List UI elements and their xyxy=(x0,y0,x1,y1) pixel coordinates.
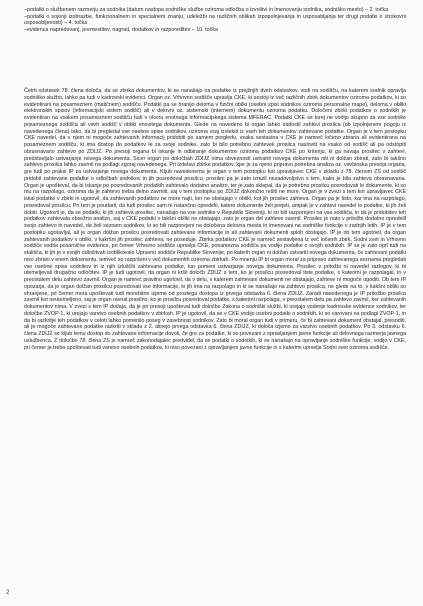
list-item: –podatki o sojenji izobrazbe, funkcionalnem in specialnem znanju, udeležbi na različnih oblikah izpopolnjevanja in usposabljanja ter drugi podatki o strokovni usposobljenosti) – 4. točka xyxy=(24,13,406,27)
paragraph-text: Četrti odstavek 78. člena določa, da se zbirka dokumentov, ki se nanašajo na podatke iz prejšnjih dveh odstavkov, vodi na sodišču, na katerem sodnik opravlja sodniško službo, lahko pa tudi v kadrovski evidenci. Organ oz. Vrhovno sodišče upravlja CKE, ki sestoji iz več različnih zbirk dokumentov oziroma podatkov, ki so evidentirani na posameznem (matičnem) sodišču. Podatki pa se hranijo deloma v fizični obliki (osebni spisi sodnikov oziroma personalne mape), deloma v obliki elektronskih spisov (informacijski sistem sodišč) ali v delovni oz. sistemski (internem) dokumentu oziroma podatku. Določeni zbirki podatkov o sodnikih je evidentiran na vsakem posameznem sodišču tudi v okviru enotnega informacijskega sistema MFERAC. Podatki CKE se torej ne vodijo skupno za vse sodnike posameznega sodišča ali vseh sodišč v obliki enovitega dokumenta. Glede na navedeno bi organ lahko zadostil zahtevi prosilca (ob izpolnjenem pogoju iz navedenega člena) tako, da bi pregledal vse osebne spise sodnikov, oziroma vsaj izvlekel iz vseh teh dokumentov zahtevane podatke. Organ je v tem postopku CKE navedel, da v njem ni mogoče zahtevanih informacij pridobiti po samem pregledu, vsaka sestavina v CKE je namreč ločeno zbrana ali evidentirana na posameznem sodišču, ki ima dostop do podatkov le za svoje sodnike, zato bi bilo potrebno zahtevek prosilca nasloviti na vsako od sodišč ali pa odstopiti obravnavano zahtevo po ZDIJZ. Po presoji organa bi iskanje in odbiranje dokumentov oziroma podatkov CKE po kriteriju, ki ga navaja prosilec v zahtevi, predstavljalo ustvarjanje novega dokumenta. Sicer organ po določbah ZDIJZ nima obveznosti ustvariti novega dokumenta niti ni dolžan zbirati, zato bi takšno zahtevo prosilca lahko zavrnil na podlagi zgoraj navedenega. Pri izdelavi zbirke podatkov, kjer je za njeno pripravo potrebna analiza oz. vsebinska presoja organa, gre tudi po praksi IP za ustvarjanje novega dokumenta. Kljub navedenemu je organ v tem postopku kot upravljavec CKE v skladu z 78. členom ZS od sodišč pridobil zahtevane podatke o odločbah sodnikov in jih posredoval prosilcu, prosilec pa je zato izrazil nezadovoljstvo s tem, kako je bila zahteva obravnavana. Organ je upošteval, da bi iskanje po posredovanih podatkih zahtevalo dodatno analizo, ter je zato sklepal, da je potrebno prosilcu posredovati le dokumente, ki so mu na razpolago, oziroma da je zahtevo treba delno zavrniti, saj v tem postopku po ZDIJZ dokončno rešiti ne more. Organ je v zvezi s tem kot upravljavec CKE iskal podatke v zbirki in ugotovil, da zahtevanih podatkov ne more najti, ker ne obstajajo v obliki, kot jih prosilec zahteva. Organ pa je tisto, kar ima na razpolago, posredoval prosilcu. Pri tem je poudaril, da tudi prosilec sam ni natančno opredelil, katere dokumente želi prejeti, ampak je v zahtevi navedel le podatke, ki jih želi dobiti. Ugotovil je, da se podatki, ki jih zahteva prosilec, nanašajo na vse sodnike v Republiki Sloveniji, ki so bili razporejeni na vsa sodišča, in da je pridobitev teh podatkov zahtevala obsežno analizo, saj v CKE podatki v takšni obliki ne obstajajo, zato je organ del zahteve zavrnil. Prosilec je nato v pritožbi dodatno opredelil svojo zahtevo in navedel, da želi seznam sodnikov, ki so bili razporejeni na določena delovna mesta in imenovani na sodniške funkcije v zadnjih letih. IP je v tem postopku ugotavljal, ali je organ dolžan prosilcu posredovati zahtevane informacije in ali zahtevani dokumenti sploh obstajajo. IP je ob tem ugotovil, da organ zahtevanih podatkov v obliki, v kakršni jih prosilec zahteva, ne poseduje. Zbirka podatkov CKE je namreč sestavljena iz več ločenih zbirk. Sodni svet in Vrhovno sodišče vodita posamične evidence, pri čemer Vrhovno sodišče upravlja CKE, posamezna sodišča pa vodijo podatke o svojih sodnikih. IP se je zato oprl tudi na stališča, ki jih je v svojih odločitvah izoblikovalo Upravno sodišče Republike Slovenije, po katerih organ ni dolžan ustvariti novega dokumenta, če zahtevani podatki niso zbrani v enem dokumentu, temveč so razpršeni v več dokumentih oziroma zbirkah. Po mnenju IP bi organ moral za pripravo zahtevanega seznama pregledati vse osebne spise sodnikov in iz njih izluščiti zahtevane podatke, kar pomeni ustvarjanje novega dokumenta. Prosilec v pritožbi ni navedel razlogov, ki bi utemeljevali drugačno odločitev. IP je tudi ugotovil, da organ ni kršil določb ZDIJZ s tem, ko je prosilcu posredoval tiste podatke, s katerimi je razpolagal, in v preostalem delu zahtevo zavrnil. Organ je namreč pravilno ugotovil, da v delu, v katerem zahtevani dokumenti ne obstajajo, zahteve ni mogoče ugoditi. Ob tem IP opozarja, da je organ dolžan prosilcu posredovati vse informacije, ki jih ima na razpolago in ki se nanašajo na zahtevo prosilca, ne glede na to, v kakšni obliki so shranjene, pri čemer mora upoštevati tudi morebitne izjeme od prostega dostopa iz prvega odstavka 6. člena ZDIJZ. Zaradi navedenega je IP pritožbo prosilca zavrnil kot neutemeljeno, saj je organ ravnal pravilno, ko je prosilcu posredoval podatke, s katerimi razpolaga, v preostalem delu pa zahtevo zavrnil, ker zahtevanih dokumentov nima. V zvezi s tem IP dodaja, da je pri presoji upošteval tudi določbe Zakona o sodniški službi, ki urejajo vodenje kadrovske evidence sodnikov, ter določbe ZVOP-1, ki urejajo varstvo osebnih podatkov v zbirkah. IP je ugotovil, da se v CKE vodijo osebni podatki o sodnikih, ki so varovani na podlagi ZVOP-1, in da bi razkritje teh podatkov v celoti lahko pomenilo poseg v zasebnost sodnikov. Zato bi moral organ tudi v primeru, če bi zahtevani dokument obstajal, presoditi, ali je mogoče zahtevane podatke razkriti v skladu z 2. alinejo prvega odstavka 6. člena ZDIJZ, ki določa izjemo za varstvo osebnih podatkov. Po 3. odstavku 6. člena ZDIJZ se kljub temu dostop do zahtevane informacije dovoli, če gre za podatke, ki so povezani z opravljanjem javne funkcije ali delovnega razmerja javnega uslužbenca. Z določbo 78. člena ZS je namreč zakonodajalec predvidel, da se podatki o sodnikih, ki se nanašajo na opravljanje sodniške funkcije, vodijo v CKE, pri čemer je treba upoštevati tudi varstvo osebnih podatkov, ki niso povezani z opravljanjem javne funkcije in s katerimi upravlja Sodni svet oziroma sodišče. xyxy=(24,88,406,351)
body-paragraph xyxy=(24,88,406,351)
list-item: –podatki o službenem razmerju za sodnika (datum nastopa sodniške službe oziroma odločba o izvolitvi in imenovanju sodnika, sodniško mesto) – 2. točka xyxy=(24,7,389,13)
list-item: –evidenca napredovanj, premestitev, nagrad, dodatkov in razporeditev – 10. točka xyxy=(24,27,218,34)
page-number: 2 xyxy=(6,590,10,596)
bullet-list xyxy=(24,7,406,34)
